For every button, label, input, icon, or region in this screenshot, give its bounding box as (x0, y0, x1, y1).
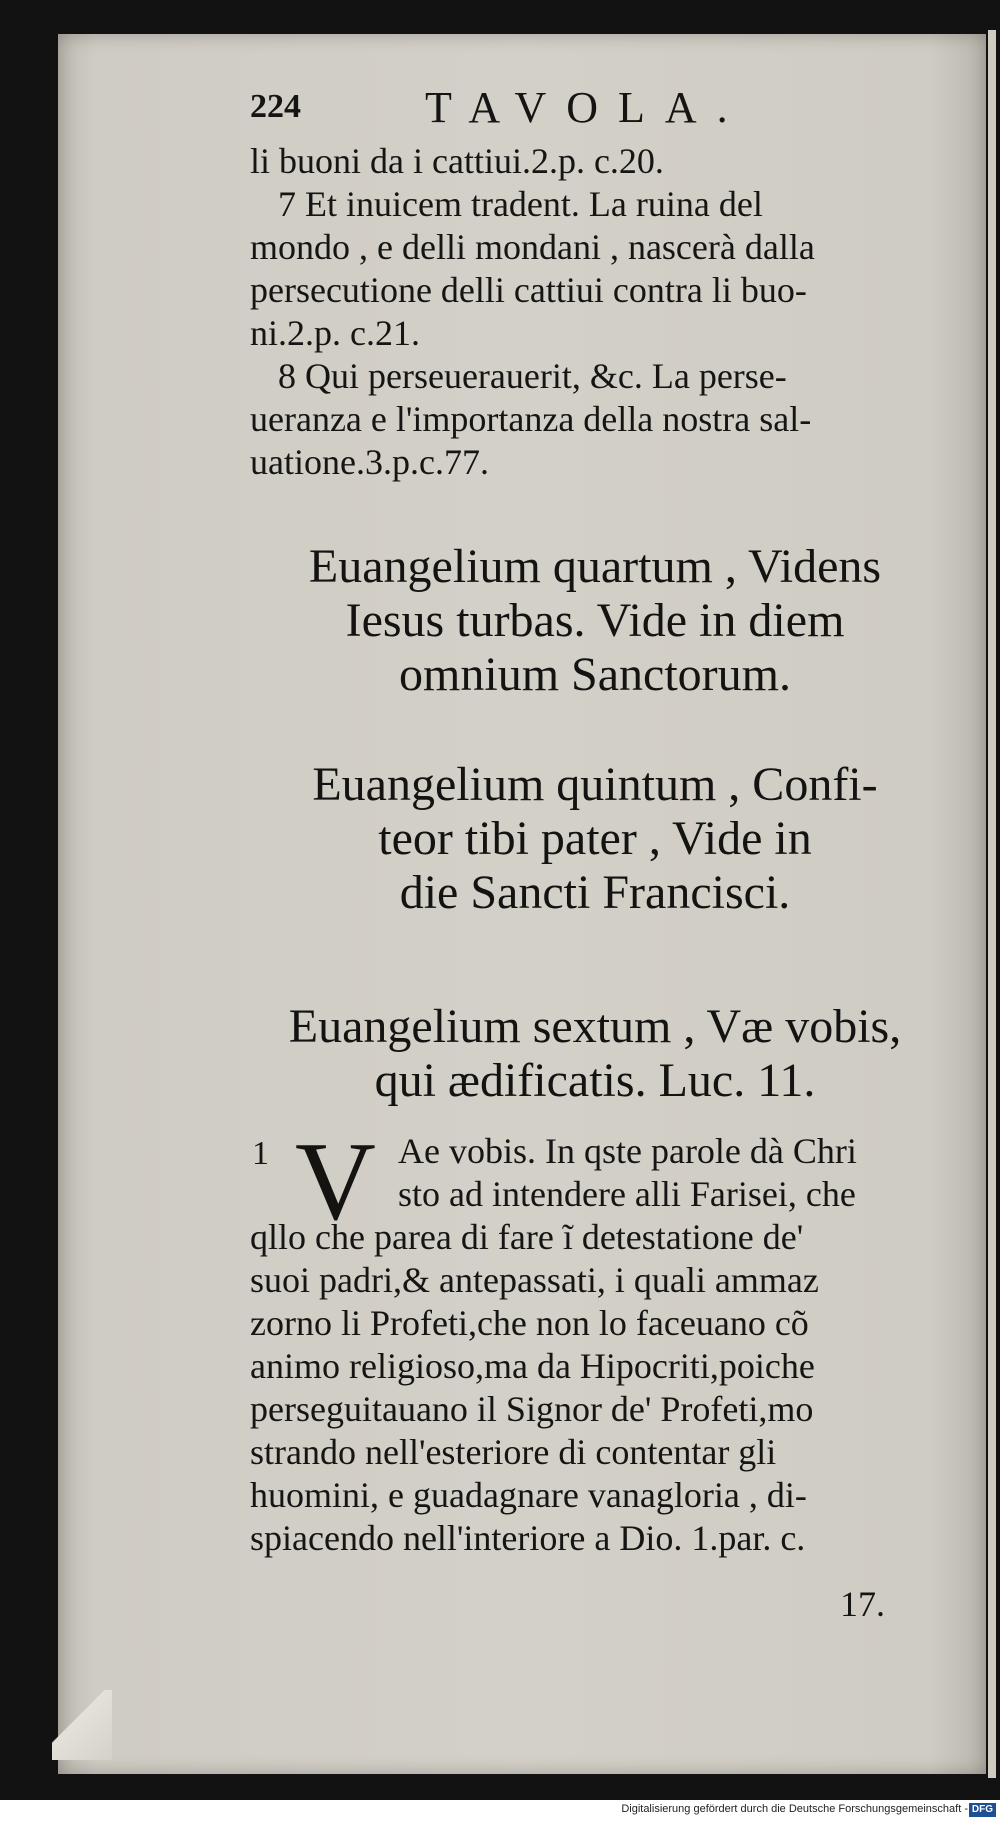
text-line: ueranza e l'importanza della nostra sal- (250, 399, 812, 439)
heading-line: qui ædificatis. Luc. 11. (374, 1054, 816, 1107)
vae-vobis-paragraph (250, 1120, 940, 1560)
text-line: li buoni da i cattiui.2.p. c.20. (250, 141, 664, 181)
paragraph-number: 1 (252, 1135, 269, 1172)
top-text-block (250, 140, 940, 484)
heading-line: omnium Sanctorum. (399, 648, 791, 701)
heading-line: Euangelium quartum , Videns (308, 540, 882, 593)
running-title: TAVOLA. (425, 83, 748, 132)
dfg-logo: DFG (969, 1803, 996, 1817)
catchword-page-reference: 17. (840, 1584, 885, 1624)
digitization-credit-text: Digitalisierung gefördert durch die Deutsche Forschungsgemeinschaft - (621, 1803, 968, 1815)
text-line: suoi padri,& antepassati, i quali ammaz (250, 1260, 819, 1300)
page-edge (988, 30, 996, 1778)
heading-line: Iesus turbas. Vide in diem (345, 594, 845, 647)
drop-cap: V (295, 1120, 376, 1244)
heading-line: die Sancti Francisci. (399, 866, 791, 919)
text-line: 7 Et inuicem tradent. La ruina del (278, 184, 763, 224)
heading-euangelium-quartum (250, 540, 940, 702)
text-line: 8 Qui perseuerauerit, &c. La perse- (278, 356, 787, 396)
heading-line: Euangelium sextum , Væ vobis, (288, 1000, 902, 1053)
text-line: sto ad intendere alli Farisei, che (398, 1174, 856, 1214)
heading-euangelium-quintum (250, 758, 940, 920)
text-line: qllo che parea di fare ĩ detestatione de' (250, 1217, 804, 1257)
text-line: ni.2.p. c.21. (250, 313, 420, 353)
running-head (250, 82, 770, 138)
page-number: 224 (250, 88, 301, 125)
text-line: strando nell'esteriore di contentar gli (250, 1432, 777, 1472)
heading-line: teor tibi pater , Vide in (378, 812, 812, 865)
text-line: Ae vobis. In qste parole dà Chri (398, 1131, 857, 1171)
heading-line: Euangelium quintum , Confi- (312, 758, 878, 811)
text-line: uatione.3.p.c.77. (250, 442, 489, 482)
text-line: animo religioso,ma da Hipocriti,poiche (250, 1346, 815, 1386)
text-line: spiacendo nell'interiore a Dio. 1.par. c. (250, 1518, 806, 1558)
heading-euangelium-sextum (250, 1000, 940, 1108)
text-line: huomini, e guadagnare vanagloria , di- (250, 1475, 807, 1515)
digitization-credit-bar (0, 1800, 1000, 1821)
page-corner (52, 1690, 112, 1760)
text-line: perseguitauano il Signor de' Profeti,mo (250, 1389, 814, 1429)
text-line: zorno li Profeti,che non lo faceuano cõ (250, 1303, 809, 1343)
text-line: persecutione delli cattiui contra li buo- (250, 270, 807, 310)
text-line: mondo , e delli mondani , nascerà dalla (250, 227, 815, 267)
